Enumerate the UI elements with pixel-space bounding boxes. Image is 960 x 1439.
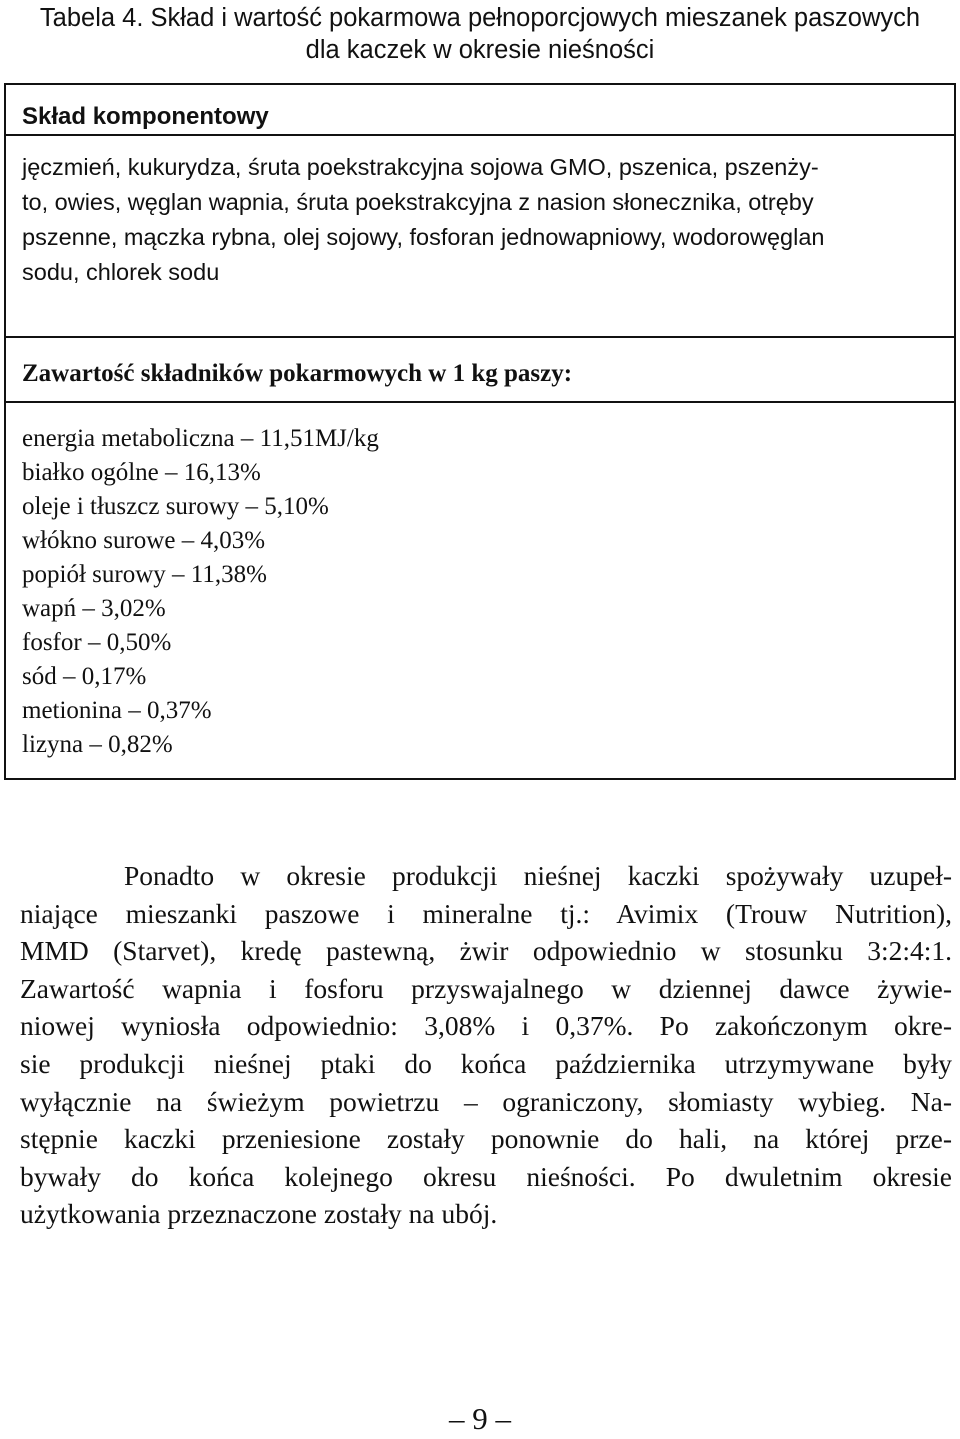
nutrient-row: sód – 0,17% — [22, 663, 147, 690]
paragraph-line: wyłącznie na świeżym powietrzu – ograniczony, słomiasty wybieg. Na- — [20, 1085, 952, 1117]
paragraph-line: niowej wyniosła odpowiednio: 3,08% i 0,37%. Po zakończonym okre- — [20, 1010, 952, 1042]
feed-composition-table — [4, 83, 956, 780]
paragraph-line: sie produkcji nieśnej ptaki do końca października utrzymywane były — [20, 1047, 952, 1079]
caption-line-1: Tabela 4. Skład i wartość pokarmowa pełnoporcjowych mieszanek paszowych — [39, 4, 921, 32]
table-caption — [0, 2, 960, 66]
nutrient-row: oleje i tłuszcz surowy – 5,10% — [22, 493, 329, 520]
paragraph-line: Ponadto w okresie produkcji nieśnej kaczki spożywały uzupeł- — [124, 860, 952, 891]
composition-cell — [6, 136, 954, 338]
nutrients-header: Zawartość składników pokarmowych w 1 kg paszy: — [6, 338, 954, 403]
nutrient-row: metionina – 0,37% — [22, 697, 212, 724]
nutrient-row: fosfor – 0,50% — [22, 629, 172, 656]
paragraph-line: MMD (Starvet), kredę pastewną, żwir odpowiednio w stosunku 3:2:4:1. — [20, 935, 952, 967]
paragraph-line: stępnie kaczki przeniesione zostały ponownie do hali, na której prze- — [20, 1123, 952, 1155]
page-number: – 9 – — [449, 1401, 511, 1436]
nutrient-row: lizyna – 0,82% — [22, 731, 173, 758]
nutrient-row: wapń – 3,02% — [22, 595, 166, 622]
paragraph-line: użytkowania przeznaczone zostały na ubój. — [20, 1198, 498, 1230]
nutrient-row: białko ogólne – 16,13% — [22, 459, 261, 486]
nutrient-row: popiół surowy – 11,38% — [22, 561, 267, 588]
nutrients-cell — [6, 403, 954, 778]
composition-header: Skład komponentowy — [6, 85, 954, 136]
composition-line: jęczmień, kukurydza, śruta poekstrakcyjna sojowa GMO, pszenica, pszenży- — [22, 154, 819, 180]
nutrient-row: energia metaboliczna – 11,51MJ/kg — [22, 425, 379, 452]
paragraph-line: Zawartość wapnia i fosforu przyswajalnego w dziennej dawce żywie- — [20, 972, 952, 1004]
composition-line: sodu, chlorek sodu — [22, 259, 220, 285]
paragraph-line: bywały do końca kolejnego okresu nieśności. Po dwuletnim okresie — [20, 1160, 952, 1192]
composition-line: pszenne, mączka rybna, olej sojowy, fosforan jednowapniowy, wodorowęglan — [22, 224, 825, 250]
paragraph-line: niające mieszanki paszowe i mineralne tj.: Avimix (Trouw Nutrition), — [20, 897, 952, 929]
body-paragraph — [20, 857, 952, 1233]
composition-line: to, owies, węglan wapnia, śruta poekstrakcyjna z nasion słonecznika, otręby — [22, 189, 814, 215]
nutrient-row: włókno surowe – 4,03% — [22, 527, 266, 554]
caption-line-2: dla kaczek w okresie nieśności — [305, 36, 655, 64]
